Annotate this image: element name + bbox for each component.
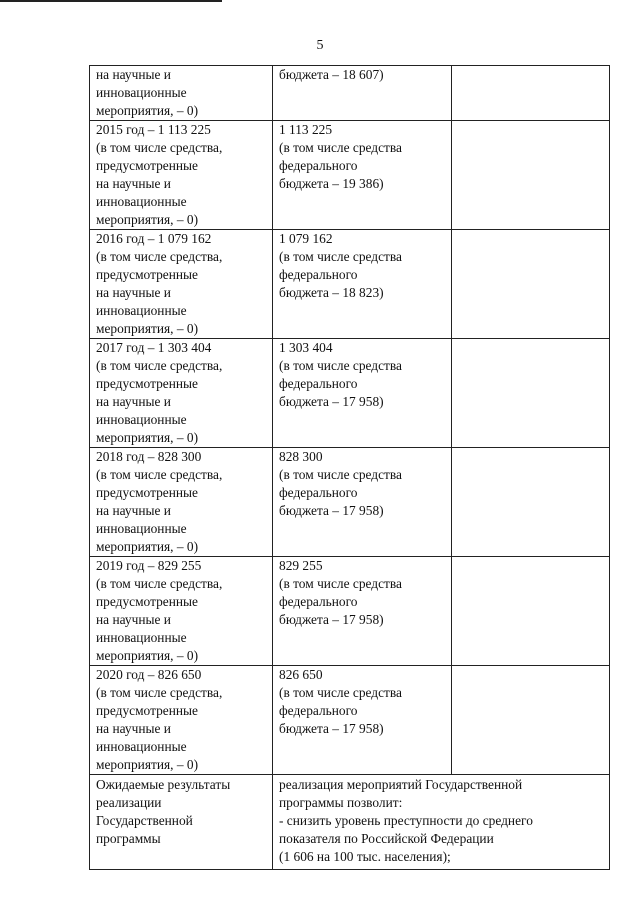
table-cell-amount: 828 300 (в том числе средства федерального бюджета – 17 958) <box>273 448 452 557</box>
table-row <box>90 557 610 666</box>
table-cell-amount: 1 303 404 (в том числе средства федерального бюджета – 17 958) <box>273 339 452 448</box>
table-cell-period: на научные и инновационные мероприятия, – 0) <box>90 66 273 121</box>
funding-table <box>89 65 610 870</box>
table-row <box>90 339 610 448</box>
table-cell-period: 2017 год – 1 303 404 (в том числе средства, предусмотренные на научные и инновационные мероприятия, – 0) <box>90 339 273 448</box>
table-cell-amount: 1 079 162 (в том числе средства федерального бюджета – 18 823) <box>273 230 452 339</box>
table-cell-empty <box>452 666 610 775</box>
page-number: 5 <box>316 38 324 53</box>
table-cell-empty <box>452 121 610 230</box>
table-row <box>90 448 610 557</box>
table-cell-empty <box>452 448 610 557</box>
table-cell-empty <box>452 557 610 666</box>
table-cell-period: 2019 год – 829 255 (в том числе средства, предусмотренные на научные и инновационные мероприятия, – 0) <box>90 557 273 666</box>
table-cell-empty <box>452 230 610 339</box>
table-cell-period: 2015 год – 1 113 225 (в том числе средства, предусмотренные на научные и инновационные мероприятия, – 0) <box>90 121 273 230</box>
table-cell-amount: 826 650 (в том числе средства федерального бюджета – 17 958) <box>273 666 452 775</box>
table-cell-period: 2020 год – 826 650 (в том числе средства, предусмотренные на научные и инновационные мероприятия, – 0) <box>90 666 273 775</box>
table-cell-amount: 829 255 (в том числе средства федерального бюджета – 17 958) <box>273 557 452 666</box>
results-text: реализация мероприятий Государственной программы позволит: - снизить уровень преступности до среднего показателя по Российской Федерации (1 606 на 100 тыс. населения); <box>273 775 610 870</box>
table-row <box>90 230 610 339</box>
table-cell-amount: 1 113 225 (в том числе средства федерального бюджета – 19 386) <box>273 121 452 230</box>
table-row <box>90 666 610 775</box>
table-cell-amount: бюджета – 18 607) <box>273 66 452 121</box>
table-cell-period: 2018 год – 828 300 (в том числе средства, предусмотренные на научные и инновационные мероприятия, – 0) <box>90 448 273 557</box>
top-rule <box>0 0 222 2</box>
table-cell-period: 2016 год – 1 079 162 (в том числе средства, предусмотренные на научные и инновационные мероприятия, – 0) <box>90 230 273 339</box>
results-row <box>90 775 610 870</box>
table-row <box>90 66 610 121</box>
table-cell-empty <box>452 66 610 121</box>
table-row <box>90 121 610 230</box>
results-label: Ожидаемые результаты реализации Государственной программы <box>90 775 273 870</box>
table-cell-empty <box>452 339 610 448</box>
